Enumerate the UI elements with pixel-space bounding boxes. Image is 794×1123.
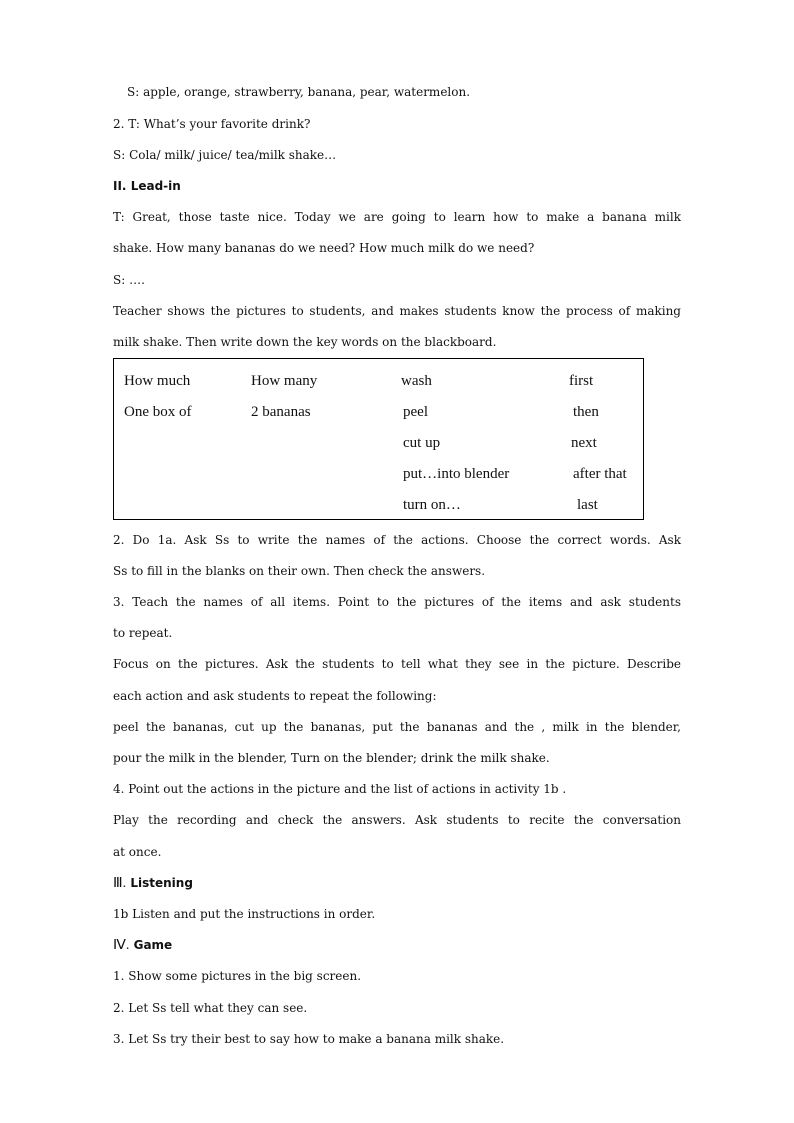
paragraph-line: shake. How many bananas do we need? How much milk do we need? [113, 241, 535, 255]
keyword-cell: last [577, 497, 598, 513]
answer-drinks: S: Cola/ milk/ juice/ tea/milk shake… [113, 148, 337, 162]
section-number: Ⅳ. [113, 938, 130, 953]
section-heading-lead-in [113, 178, 681, 194]
paragraph-line: each action and ask students to repeat the following: [113, 689, 437, 703]
keyword-cell: turn on… [403, 497, 461, 513]
keyword-cell: 2 bananas [251, 404, 311, 420]
paragraph-line: Focus on the pictures. Ask the students to tell what they see in the picture. Describe [113, 657, 681, 671]
keyword-cell: wash [401, 373, 432, 389]
section-number: II. [113, 179, 127, 193]
paragraph-line: 3. Teach the names of all items. Point to the pictures of the items and ask students [113, 595, 681, 609]
section-title: Game [133, 938, 173, 952]
keyword-cell: cut up [403, 435, 441, 451]
paragraph-line: 4. Point out the actions in the picture and the list of actions in activity 1b . [113, 782, 567, 796]
section-title: Listening [130, 876, 193, 890]
keyword-cell: then [573, 404, 599, 420]
list-item: 1. Show some pictures in the big screen. [113, 969, 362, 983]
keyword-cell: One box of [124, 404, 192, 420]
paragraph-line: pour the milk in the blender, Turn on the blender; drink the milk shake. [113, 751, 550, 765]
keyword-cell: How much [124, 373, 191, 389]
paragraph-line: 2. Do 1a. Ask Ss to write the names of the actions. Choose the correct words. Ask [113, 533, 681, 547]
list-item: 3. Let Ss try their best to say how to make a banana milk shake. [113, 1032, 505, 1046]
question-drink: 2. T: What’s your favorite drink? [113, 117, 311, 131]
paragraph-line: 1b Listen and put the instructions in order. [113, 907, 376, 921]
paragraph-line: Ss to fill in the blanks on their own. Then check the answers. [113, 564, 486, 578]
paragraph-line: T: Great, those taste nice. Today we are going to learn how to make a banana milk [113, 210, 681, 224]
section-number: Ⅲ. [113, 876, 127, 891]
paragraph-line: peel the bananas, cut up the bananas, put the bananas and the , milk in the blender, [113, 720, 681, 734]
keyword-cell: next [571, 435, 597, 451]
keyword-cell: after that [573, 466, 627, 482]
keyword-cell: put…into blender [403, 466, 510, 482]
paragraph-line: milk shake. Then write down the key words on the blackboard. [113, 335, 497, 349]
keyword-cell: first [569, 373, 594, 389]
paragraph-line: Teacher shows the pictures to students, and makes students know the process of making [113, 304, 681, 318]
section-heading-game [113, 937, 681, 954]
keyword-cell: peel [403, 404, 428, 420]
list-item: 2. Let Ss tell what they can see. [113, 1001, 308, 1015]
section-title: Lead-in [130, 179, 181, 193]
section-heading-listening [113, 875, 681, 892]
paragraph-line: to repeat. [113, 626, 173, 640]
blackboard-keywords-box [113, 358, 644, 520]
paragraph-line: at once. [113, 845, 162, 859]
keyword-cell: How many [251, 373, 318, 389]
paragraph-line: Play the recording and check the answers. Ask students to recite the conversation [113, 813, 681, 827]
student-response: S: …. [113, 273, 145, 287]
answer-fruits: S: apple, orange, strawberry, banana, pear, watermelon. [127, 85, 471, 99]
